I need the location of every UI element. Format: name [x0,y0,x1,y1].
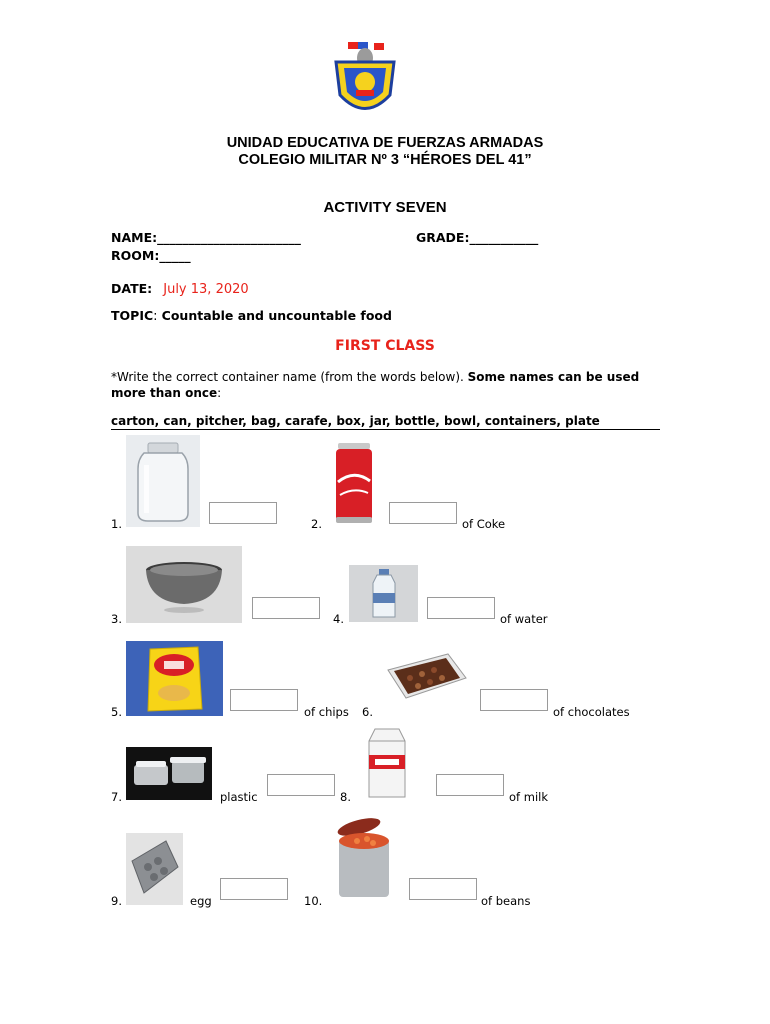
answer-box-8[interactable] [436,774,504,796]
item-suffix: of beans [481,894,531,908]
item-suffix: of milk [509,790,548,804]
instructions-bold: Some names can be used more than once [111,370,640,400]
item-number: 9. [111,894,122,908]
item-suffix: of chocolates [553,705,630,719]
answer-box-10[interactable] [409,878,477,900]
answer-box-4[interactable] [427,597,495,619]
item-number: 5. [111,705,122,719]
word-bank-text: carton, can, pitcher, bag, carafe, box, jar, bottle, bowl, containers, plate [111,414,600,428]
answer-box-2[interactable] [389,502,457,524]
word-bank [111,414,660,430]
beans-can-image [329,817,399,904]
answer-box-1[interactable] [209,502,277,524]
instructions-normal: *Write the correct container name (from the words below). [111,370,468,384]
jar-image [126,435,200,527]
item-number: 1. [111,517,122,531]
item-number: 8. [340,790,351,804]
topic-value: Countable and uncountable food [161,308,392,323]
item-number: 10. [304,894,323,908]
plastic-containers-image [126,747,212,800]
institution-line-1: UNIDAD EDUCATIVA DE FUERZAS ARMADAS [226,135,544,151]
date-label: DATE: [111,281,153,296]
item-number: 3. [111,612,122,626]
instructions [111,369,656,401]
item-suffix: of chips [304,705,349,719]
egg-carton-image [126,833,183,905]
answer-box-3[interactable] [252,597,320,619]
milk-carton-image [361,725,413,800]
class-heading [0,338,770,354]
bowl-image [126,546,242,623]
item-prefix: egg [190,894,212,908]
room-field: ROOM:_____ [111,248,191,263]
item-prefix: plastic [220,790,258,804]
topic-row [111,308,392,324]
item-suffix: of Coke [462,517,506,531]
instructions-end: : [217,386,222,400]
chips-bag-image [126,641,223,716]
date-row [111,278,249,297]
item-number: 7. [111,790,122,804]
topic-separator: : [153,309,158,324]
answer-box-6[interactable] [480,689,548,711]
item-suffix: of water [500,612,548,626]
answer-box-9[interactable] [220,878,288,900]
name-field: NAME:_______________________ [111,230,301,245]
item-number: 2. [311,517,322,531]
activity-title: ACTIVITY SEVEN [323,199,447,216]
answer-box-7[interactable] [267,774,335,796]
answer-box-5[interactable] [230,689,298,711]
item-number: 6. [362,705,373,719]
item-number: 4. [333,612,344,626]
topic-label: TOPIC [111,308,154,323]
coke-can-image [332,437,376,527]
date-value: July 13, 2020 [163,282,249,297]
institution-line-2: COLEGIO MILITAR Nº 3 “HÉROES DEL 41” [238,152,532,168]
grade-field: GRADE:___________ [416,230,539,245]
chocolates-box-image [380,648,469,704]
class-heading-text: FIRST CLASS [335,338,435,354]
water-bottle-image [349,565,418,622]
school-seal-logo [330,40,400,118]
